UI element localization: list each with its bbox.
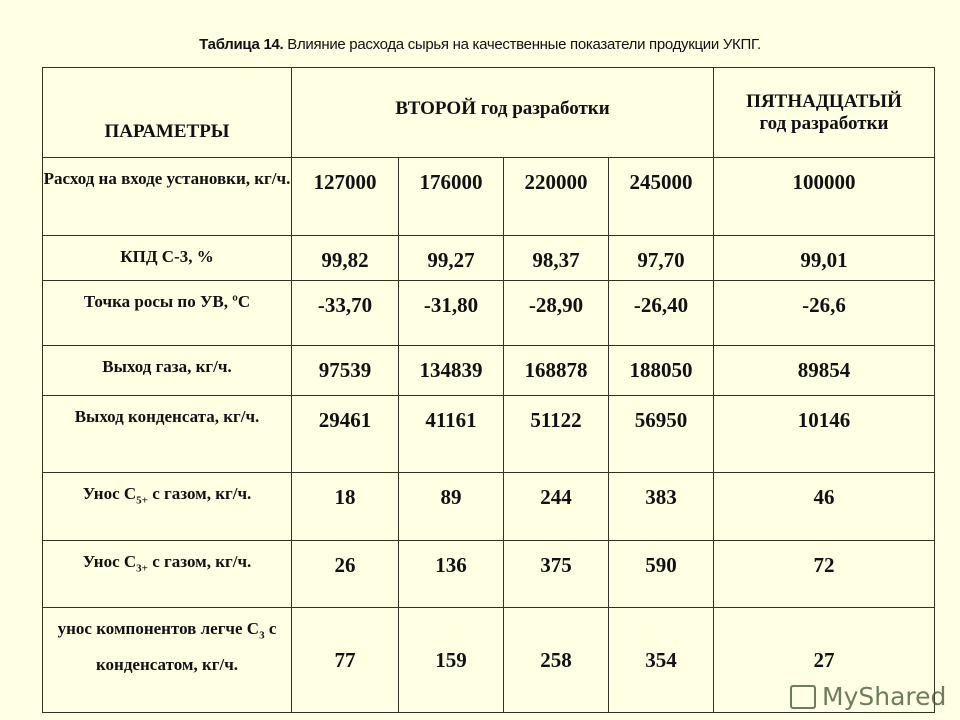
value-cell: 244: [504, 473, 609, 541]
row-label: [43, 158, 292, 236]
row-label: [43, 281, 292, 346]
table-caption: [0, 36, 960, 53]
label-text-rest: с газом, кг/ч.: [147, 484, 252, 503]
label-text: унос компонентов легче С: [57, 619, 260, 638]
watermark-text: MyShared: [822, 682, 947, 711]
value-cell: 258: [504, 608, 609, 713]
value-cell: 18: [292, 473, 399, 541]
value-cell: 590: [609, 541, 714, 608]
row-label: [43, 608, 292, 713]
value-cell: 72: [714, 541, 935, 608]
value-cell: 10146: [714, 396, 935, 473]
value-cell: 99,27: [399, 236, 504, 281]
table-row: [43, 473, 935, 541]
label-text: Унос С: [82, 552, 137, 571]
value-cell: -33,70: [292, 281, 399, 346]
row-label: [43, 396, 292, 473]
table-row: [43, 236, 935, 281]
row-label: [43, 541, 292, 608]
value-cell: 245000: [609, 158, 714, 236]
value-cell: 41161: [399, 396, 504, 473]
value-cell: 134839: [399, 346, 504, 396]
value-cell: 354: [609, 608, 714, 713]
header-params: ПАРАМЕТРЫ: [43, 68, 292, 158]
label-subscript: 3+: [136, 562, 148, 575]
value-cell: 56950: [609, 396, 714, 473]
value-cell: 51122: [504, 396, 609, 473]
header-second-year: ВТОРОЙ год разработки: [292, 68, 714, 158]
label-subscript: 5+: [136, 494, 148, 507]
label-text: Выход конденсата, кг/ч.: [74, 407, 260, 426]
label-text-rest: с газом, кг/ч.: [147, 552, 252, 571]
value-cell: -31,80: [399, 281, 504, 346]
data-table: [42, 67, 935, 713]
label-text: Расход на входе установки, кг/ч.: [43, 169, 291, 188]
label-text-rest: с конденсатом, кг/ч.: [95, 619, 277, 675]
header-fifteenth-line1: ПЯТНАДЦАТЫЙ: [746, 90, 902, 112]
table-row: [43, 541, 935, 608]
table-row: [43, 346, 935, 396]
value-cell: 27: [714, 608, 935, 713]
label-text: Выход газа, кг/ч.: [102, 357, 232, 376]
value-cell: 89854: [714, 346, 935, 396]
value-cell: 77: [292, 608, 399, 713]
value-cell: -28,90: [504, 281, 609, 346]
label-text: Точка росы по УВ, ºС: [83, 292, 251, 311]
label-text: КПД С-3, %: [120, 247, 214, 266]
row-label: [43, 473, 292, 541]
row-label: [43, 236, 292, 281]
presentation-icon: [790, 685, 816, 709]
value-cell: 136: [399, 541, 504, 608]
table-row: [43, 158, 935, 236]
value-cell: 97,70: [609, 236, 714, 281]
caption-text: Влияние расхода сырья на качественные показатели продукции УКПГ.: [283, 36, 761, 53]
header-fifteenth-year: [714, 68, 935, 158]
label-text: Унос С: [82, 484, 137, 503]
value-cell: 98,37: [504, 236, 609, 281]
value-cell: 46: [714, 473, 935, 541]
value-cell: 168878: [504, 346, 609, 396]
value-cell: 99,01: [714, 236, 935, 281]
value-cell: 97539: [292, 346, 399, 396]
value-cell: 383: [609, 473, 714, 541]
value-cell: 375: [504, 541, 609, 608]
value-cell: 99,82: [292, 236, 399, 281]
value-cell: 188050: [609, 346, 714, 396]
value-cell: 127000: [292, 158, 399, 236]
watermark: [790, 683, 946, 711]
value-cell: 26: [292, 541, 399, 608]
header-row: [43, 68, 935, 158]
table-row: [43, 281, 935, 346]
value-cell: 176000: [399, 158, 504, 236]
value-cell: 220000: [504, 158, 609, 236]
header-fifteenth-line2: год разработки: [759, 112, 889, 134]
value-cell: 100000: [714, 158, 935, 236]
value-cell: 89: [399, 473, 504, 541]
value-cell: -26,40: [609, 281, 714, 346]
value-cell: -26,6: [714, 281, 935, 346]
caption-number: Таблица 14.: [199, 36, 284, 53]
table-row: [43, 396, 935, 473]
row-label: [43, 346, 292, 396]
value-cell: 29461: [292, 396, 399, 473]
label-subscript: 3: [259, 629, 265, 642]
value-cell: 159: [399, 608, 504, 713]
